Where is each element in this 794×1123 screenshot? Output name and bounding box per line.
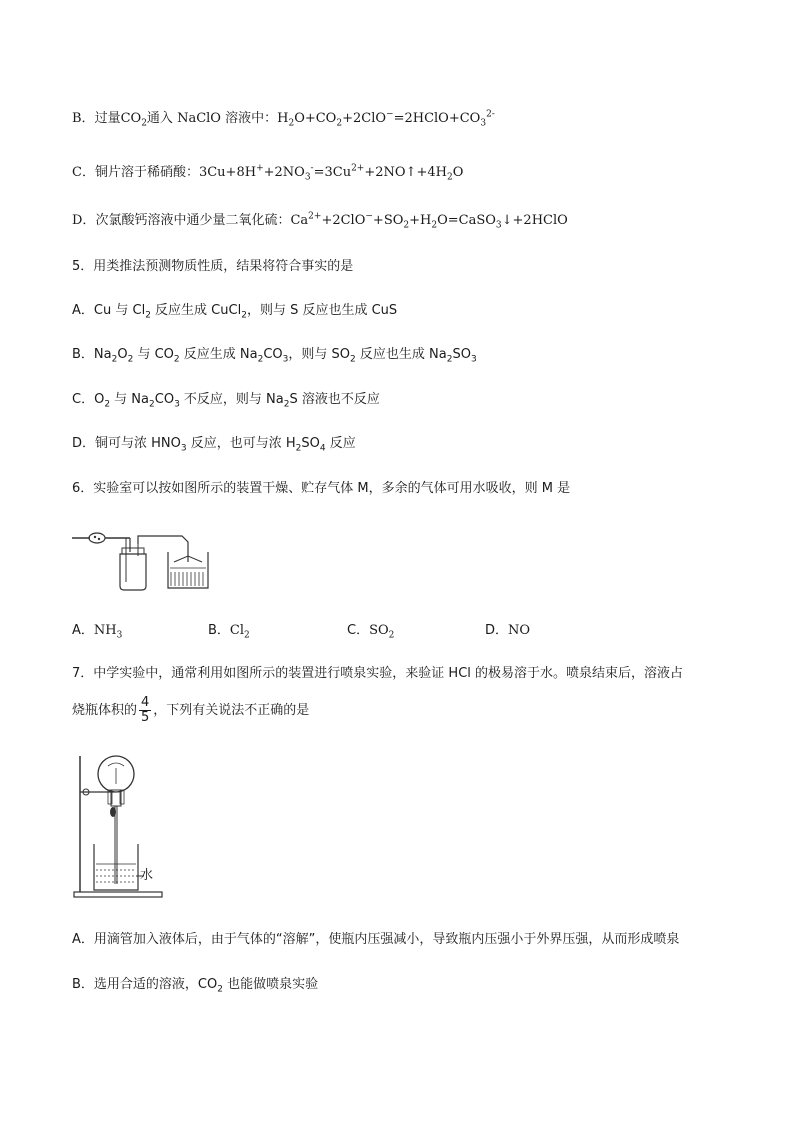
question-6-option-b: B．$Cl_2$ bbox=[208, 623, 250, 641]
option-d-prev: D．次氯酸钙溶液中通少量二氧化硫：$Ca^{2+}+2ClO^-+SO_2+H_2O=CaSO_3↓+2HClO$ bbox=[72, 211, 568, 231]
question-7-option-a: A．用滴管加入液体后，由于气体的“溶解”，使瓶内压强减小，导致瓶内压强小于外界压强，从而形成喷泉 bbox=[72, 932, 680, 947]
fraction: $\frac{4}{5}$ bbox=[141, 695, 150, 725]
question-5-option-c: C．$O_2$ 与 $Na_2CO_3$ 不反应，则与 $Na_2S$ 溶液也不反应 bbox=[72, 392, 380, 410]
question-5-option-a: A．Cu 与 $Cl_2$ 反应生成 CuCl$_2$，则与 S 反应也生成 CuS bbox=[72, 303, 398, 321]
question-6-option-d: D．NO bbox=[485, 623, 531, 638]
question-7-cont: 烧瓶体积的 $\frac{4}{5}$ ，下列有关说法不正确的是 bbox=[72, 695, 310, 725]
question-5-option-b: B．$Na_2O_2$ 与 $CO_2$ 反应生成 $Na_2CO_3$，则与 $SO_2$ 反应也生成 $Na_2SO_3$ bbox=[72, 347, 477, 365]
fountain-experiment-apparatus-diagram bbox=[70, 752, 170, 900]
option-c-prev: C．铜片溶于稀硝酸：$3Cu+8H^++2NO_3^-=3Cu^{2+}+2NO↑+4H_2O$ bbox=[72, 163, 464, 183]
question-5-option-d: D．铜可与浓 $HNO_3$ 反应，也可与浓 $H_2SO_4$ 反应 bbox=[72, 436, 356, 454]
question-6: 6．实验室可以按如图所示的装置干燥、贮存气体 M，多余的气体可用水吸收，则 M 是 bbox=[72, 481, 571, 496]
question-5: 5．用类推法预测物质性质，结果将符合事实的是 bbox=[72, 259, 354, 274]
gas-collection-apparatus-diagram bbox=[70, 522, 220, 594]
question-7: 7．中学实验中，通常利用如图所示的装置进行喷泉实验，来验证 HCl 的极易溶于水。喷泉结束后，溶液占 bbox=[72, 666, 684, 681]
question-7-option-b: B．选用合适的溶液，$CO_2$ 也能做喷泉实验 bbox=[72, 977, 319, 995]
water-label: 水 bbox=[140, 868, 154, 883]
question-6-option-a: A．$NH_3$ bbox=[72, 623, 123, 641]
question-6-option-c: C．$SO_2$ bbox=[347, 623, 395, 641]
option-b-prev: B．过量$CO_2$通入 NaClO 溶液中：$H_2O+CO_2+2ClO^-=2HClO+CO_3^{2-}$ bbox=[72, 109, 495, 129]
